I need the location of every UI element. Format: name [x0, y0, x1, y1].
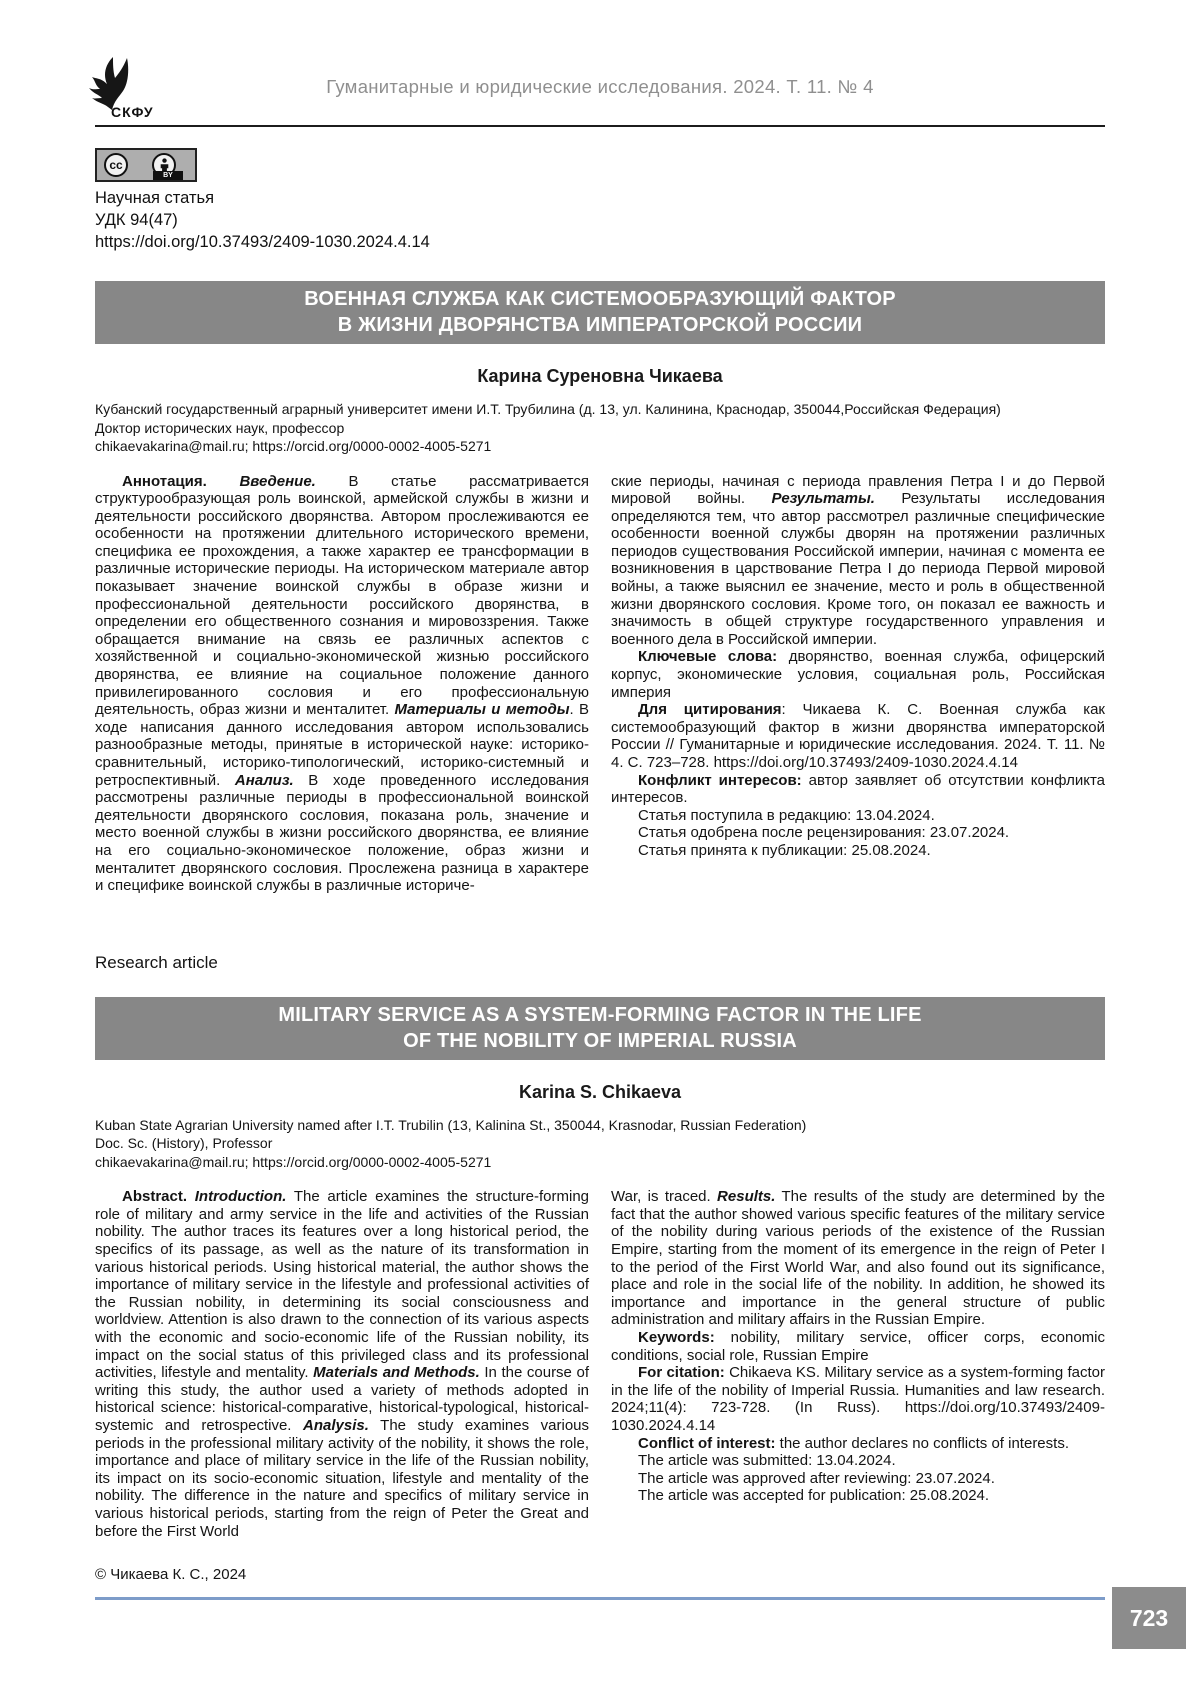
- abstract-en-left-column: [95, 1188, 589, 1540]
- abstract-paragraph: Abstract. Introduction. The article examines the structure-forming role of military and army service in the life and activities of the Russian nobility. The author traces its features over a long historical period, the specifics of its passage, as well as the nature of its transformation in various historical periods. Using historical material, the author shows the importance of military service in the lifestyle and professional activities of the Russian nobility, in determining its social consciousness and worldview. Attention is also drawn to the connection of its various aspects with the economic and socio-economic life of the Russian nobility, its impact on the social status of this privileged class and its professional activities, lifestyle and mentality. Materials and Methods. In the course of writing this study, the author used a variety of methods adopted in historical science: historical-comparative, historical-typological, historical-systemic and retrospective. Analysis. The study examines various periods in the professional military activity of the nobility, it shows the role, importance and place of military service in the life of the Russian nobility, its impact on its socio-economic situation, lifestyle and mentality of the nobility. The difference in the nature and specifics of military service in various historical periods, starting from the reign of Peter the Great and before the First World: [95, 1188, 590, 1540]
- keywords-paragraph-en: Keywords: nobility, military service, officer corps, economic conditions, social role, Russian Empire: [611, 1329, 1105, 1364]
- submitted-date-en: The article was submitted: 13.04.2024.: [638, 1452, 896, 1470]
- affiliation-university-en: Kuban State Agrarian University named after I.T. Trubilin (13, Kalinina St., 350044, Krasnodar, Russian Federation): [95, 1116, 807, 1133]
- affiliation-degree-ru: Доктор исторических наук, профессор: [95, 419, 345, 436]
- university-logo: [85, 56, 195, 126]
- title-line-2: В ЖИЗНИ ДВОРЯНСТВА ИМПЕРАТОРСКОЙ РОССИИ: [337, 314, 863, 336]
- affiliation-degree-en: Doc. Sc. (History), Professor: [95, 1135, 273, 1152]
- footer-rule: [95, 1597, 1105, 1600]
- article-title-en: [95, 997, 1105, 1060]
- abstract-ru: [95, 473, 1105, 895]
- udc-number: УДК 94(47): [95, 211, 178, 229]
- approved-date-en: The article was approved after reviewing: 23.07.2024.: [638, 1469, 995, 1487]
- by-label: BY: [153, 171, 183, 180]
- affiliation-university-ru: Кубанский государственный аграрный университет имени И.Т. Трубилина (д. 13, ул. Калинина, Краснодар, 350044,Российская Федерация): [95, 401, 1001, 417]
- abstract-paragraph: War, is traced. Results. The results of the study are determined by the fact that the author showed various specific features of the military service of the nobility during various periods of the existence of the Russian Empire, starting from the moment of its emergence in the reign of Peter I to the period of the First World War, and also found out its significance, place and role in the social life of the nobility. In addition, he showed its importance and importance in the general structure of public administration and military affairs in the Russian Empire.: [611, 1188, 1105, 1329]
- citation-paragraph-en: For citation: Chikaeva KS. Military service as a system-forming factor in the life of the nobility of Imperial Russia. Humanities and law research. 2024;11(4): 723-728. (In Russ). https://doi.org/10.37493/2409-1030.2024.4.14: [611, 1364, 1105, 1434]
- title-line-1: ВОЕННАЯ СЛУЖБА КАК СИСТЕМООБРАЗУЮЩИЙ ФАКТОР: [304, 288, 896, 310]
- journal-title: Гуманитарные и юридические исследования. 2024. Т. 11. № 4: [326, 76, 874, 97]
- copyright-notice: © Чикаева К. С., 2024: [95, 1566, 247, 1583]
- page-number-badge: 723: [1112, 1587, 1186, 1649]
- citation-paragraph-ru: Для цитирования: Чикаева К. С. Военная служба как системообразующий фактор в жизни дворянства императорской России // Гуманитарные и юридические исследования. 2024. Т. 11. № 4. С. 723–728. https://doi.org/10.37493/2409-1030.2024.4.14: [611, 701, 1105, 771]
- logo-text: СКФУ: [111, 104, 154, 120]
- submitted-date-ru: Статья поступила в редакцию: 13.04.2024.: [638, 806, 935, 824]
- cc-license-badge: [95, 148, 197, 182]
- conflict-paragraph-en: Conflict of interest: the author declares no conflicts of interests.: [638, 1434, 1069, 1452]
- author-contact-ru[interactable]: chikaevakarina@mail.ru; https://orcid.org/0000-0002-4005-5271: [95, 438, 492, 454]
- accepted-date-ru: Статья принята к публикации: 25.08.2024.: [638, 841, 931, 859]
- conflict-paragraph-ru: Конфликт интересов: автор заявляет об отсутствии конфликта интересов.: [611, 771, 1105, 807]
- journal-header: [95, 0, 1105, 127]
- abstract-paragraph: ские периоды, начиная с периода правления Петра I и до Первой мировой войны. Результаты. Результаты исследования определяются тем, что автор рассмотрел различные специфические особенности военной службы дворян на протяжении различных периодов существования Российской империи, начиная с момента ее возникновения в царствование Петра I до периода Первой мировой войны, а также выяснил ее значение, место и роль в общественной жизни дворянского сословия. Кроме того, он показал ее важность и значимость в общей структуре государственного управления и военного дела в Российской империи.: [611, 472, 1105, 648]
- abstract-ru-right-column: [611, 473, 1105, 895]
- author-name-en: Karina S. Chikaeva: [518, 1081, 682, 1102]
- author-name-ru: Карина Суреновна Чикаева: [477, 366, 723, 386]
- approved-date-ru: Статья одобрена после рецензирования: 23.07.2024.: [638, 824, 1010, 842]
- bird-icon: [85, 56, 195, 110]
- author-contact-en[interactable]: chikaevakarina@mail.ru; https://orcid.org/0000-0002-4005-5271: [95, 1153, 492, 1170]
- title-line-1-en: MILITARY SERVICE AS A SYSTEM-FORMING FACTOR IN THE LIFE: [278, 1003, 922, 1026]
- abstract-en: [95, 1188, 1105, 1540]
- abstract-paragraph: Аннотация. Введение. В статье рассматривается структурообразующая роль воинской, армейской службы в жизни и деятельности российского дворянства. Автором прослеживаются ее особенности на протяжении длительного исторического времени, специфика ее прохождения, а также характер ее трансформации в различные исторические периоды. На историческом материале автор показывает значение воинской службы в образе жизни и профессиональной деятельности российского дворянства, в определении его общественного сознания и мировоззрения. Также обращается внимание на связь ее различных аспектов с хозяйственной и социально-экономической жизнью российского дворянства, ее влияние на социальное положение данного привилегированного сословия и его профессиональную деятельность, образ жизни и менталитет. Материалы и методы. В ходе написания данного исследования автором использовались разнообразные методы, принятые в исторической науке: историко-сравнительный, историко-типологический, историко-системный и ретроспективный. Анализ. В ходе проведенного исследования рассмотрены различные периоды в профессиональной воинской деятельности дворянского сословия, показана роль, значение и место военной службы в жизни российского дворянства, ее влияние на его социально-экономическое положение, образ жизни и менталитет дворянского сословия. Прослежена разница в характере и специфике воинской службы в различные историче-: [95, 472, 589, 895]
- article-title-ru: [95, 281, 1105, 344]
- keywords-paragraph-ru: Ключевые слова: дворянство, военная служба, офицерский корпус, экономические условия, социальная роль, Российская империя: [611, 648, 1105, 701]
- accepted-date-en: The article was accepted for publication: 25.08.2024.: [638, 1487, 990, 1505]
- cc-icon: cc: [104, 153, 128, 177]
- research-article-label: Research article: [95, 952, 218, 972]
- abstract-en-right-column: [611, 1188, 1105, 1540]
- doi-link[interactable]: https://doi.org/10.37493/2409-1030.2024.4.14: [95, 233, 430, 251]
- abstract-ru-left-column: [95, 473, 589, 895]
- article-type-label: Научная статья: [95, 189, 215, 207]
- title-line-2-en: OF THE NOBILITY OF IMPERIAL RUSSIA: [403, 1029, 797, 1052]
